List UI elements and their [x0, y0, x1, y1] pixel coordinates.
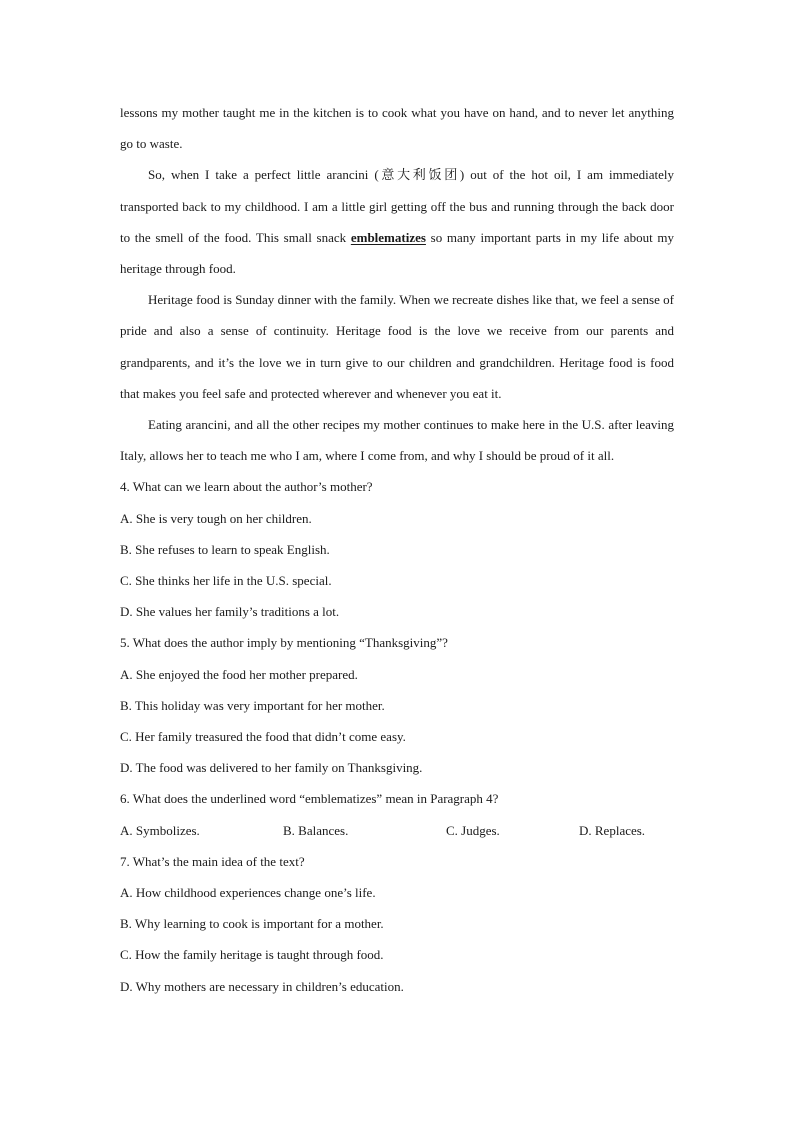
question-5-option-b: B. This holiday was very important for her mother. [120, 697, 385, 713]
question-4-option-c: C. She thinks her life in the U.S. special. [120, 573, 332, 589]
question-5-option-a: A. She enjoyed the food her mother prepared. [120, 666, 358, 682]
question-4-stem: 4. What can we learn about the author’s mother? [120, 479, 373, 495]
question-6-option-c: C. Judges. [446, 822, 500, 838]
question-5-stem: 5. What does the author imply by mentioning “Thanksgiving”? [120, 635, 448, 651]
question-5-option-d: D. The food was delivered to her family on Thanksgiving. [120, 760, 423, 776]
passage-paragraph-1: lessons my mother taught me in the kitchen is to cook what you have on hand, and to never let anything go to waste. [120, 105, 674, 152]
paragraph-2-text-before: So, when I take a perfect little arancini (意大利饭团) out of the hot oil, I am immediately transported back to my childhood. I am a little girl getting off the bus and running through the back door to the smell of the food. This small snack [120, 167, 674, 245]
paragraph-2-text-after: so many important parts in my life about my heritage through food. [120, 229, 674, 277]
document-page [120, 97, 674, 1002]
question-7-option-c: C. How the family heritage is taught through food. [120, 947, 384, 963]
question-7-option-d: D. Why mothers are necessary in children’s education. [120, 978, 404, 994]
question-5 [120, 627, 674, 783]
question-4 [120, 471, 674, 627]
underlined-keyword: emblematizes [350, 229, 426, 245]
question-7-option-a: A. How childhood experiences change one’s life. [120, 885, 376, 901]
passage-paragraph-3: Heritage food is Sunday dinner with the family. When we recreate dishes like that, we feel a sense of pride and also a sense of continuity. Heritage food is the love we receive from our parents and grandparents, and it’s the love we in turn give to our children and grandchildren. Heritage food is food that makes you feel safe and protected wherever and whenever you eat it. [120, 292, 674, 401]
question-6-option-d: D. Replaces. [579, 822, 646, 838]
question-6-option-a: A. Symbolizes. [120, 822, 200, 838]
question-7-stem: 7. What’s the main idea of the text? [120, 853, 305, 869]
question-4-option-d: D. She values her family’s traditions a lot. [120, 604, 340, 620]
question-5-option-c: C. Her family treasured the food that didn’t come easy. [120, 729, 406, 745]
question-7-option-b: B. Why learning to cook is important for a mother. [120, 916, 384, 932]
question-6-stem: 6. What does the underlined word “emblematizes” mean in Paragraph 4? [120, 791, 499, 807]
question-4-option-a: A. She is very tough on her children. [120, 510, 312, 526]
passage-paragraph-2 [120, 159, 674, 284]
question-6-options-row [120, 815, 674, 846]
passage-paragraph-4: Eating arancini, and all the other recipes my mother continues to make here in the U.S. after leaving Italy, allows her to teach me who I am, where I come from, and why I should be proud of it all. [120, 417, 674, 464]
question-4-option-b: B. She refuses to learn to speak English. [120, 541, 330, 557]
question-6 [120, 783, 674, 845]
question-6-option-b: B. Balances. [283, 822, 349, 838]
question-7 [120, 846, 674, 1002]
